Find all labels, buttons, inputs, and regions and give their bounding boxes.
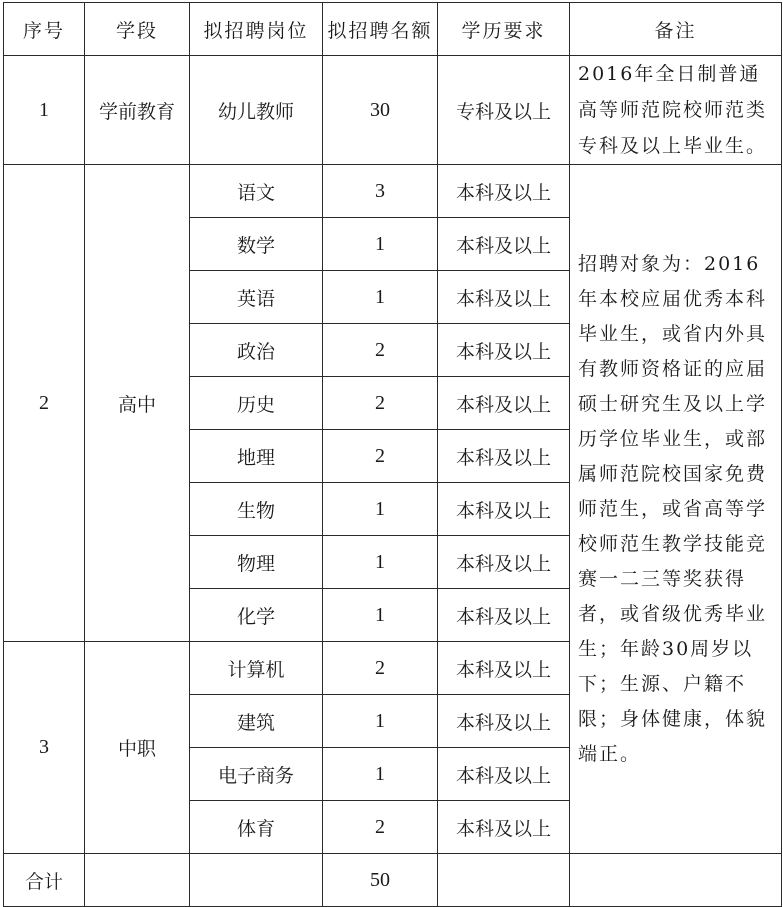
post-name: 物理	[190, 536, 323, 589]
post-edu: 本科及以上	[438, 430, 570, 483]
post-name: 英语	[190, 271, 323, 324]
post-count: 2	[323, 801, 438, 854]
total-empty	[570, 854, 782, 907]
post-edu: 本科及以上	[438, 165, 570, 218]
post-count: 2	[323, 642, 438, 695]
post-edu: 本科及以上	[438, 642, 570, 695]
post-name: 体育	[190, 801, 323, 854]
post-count: 1	[323, 483, 438, 536]
post-count: 1	[323, 589, 438, 642]
post-name: 生物	[190, 483, 323, 536]
total-row	[4, 854, 782, 907]
post-edu: 本科及以上	[438, 748, 570, 801]
post-name: 政治	[190, 324, 323, 377]
post-count: 1	[323, 748, 438, 801]
post-name: 建筑	[190, 695, 323, 748]
row-stage: 中职	[85, 642, 190, 854]
post-count: 1	[323, 695, 438, 748]
row-stage: 学前教育	[85, 56, 190, 165]
shared-note: 招聘对象为：2016年本校应届优秀本科毕业生，或省内外具有教师资格证的应届硕士研究生及以上学历学位毕业生，或部属师范院校国家免费师范生，或省高等学校师范生教学技能竞赛一二三等奖获得者，或省级优秀毕业生；年龄30周岁以下；生源、户籍不限；身体健康，体貌端正。	[570, 165, 782, 854]
post-name: 幼儿教师	[190, 56, 323, 165]
header-edu: 学历要求	[438, 3, 570, 56]
total-empty	[438, 854, 570, 907]
post-count: 1	[323, 536, 438, 589]
row-no: 3	[4, 642, 85, 854]
post-edu: 本科及以上	[438, 324, 570, 377]
recruitment-table	[3, 2, 782, 907]
post-edu: 本科及以上	[438, 695, 570, 748]
post-count: 1	[323, 271, 438, 324]
post-name: 电子商务	[190, 748, 323, 801]
header-note: 备注	[570, 3, 782, 56]
header-no: 序号	[4, 3, 85, 56]
header-row	[4, 3, 782, 56]
post-edu: 本科及以上	[438, 271, 570, 324]
post-count: 30	[323, 56, 438, 165]
post-edu: 本科及以上	[438, 536, 570, 589]
post-edu: 本科及以上	[438, 377, 570, 430]
total-empty	[190, 854, 323, 907]
post-count: 2	[323, 377, 438, 430]
row-note: 2016年全日制普通高等师范院校师范类专科及以上毕业生。	[570, 56, 782, 165]
header-count: 拟招聘名额	[323, 3, 438, 56]
row-stage: 高中	[85, 165, 190, 642]
row-no: 2	[4, 165, 85, 642]
post-name: 数学	[190, 218, 323, 271]
total-label: 合计	[4, 854, 85, 907]
header-post: 拟招聘岗位	[190, 3, 323, 56]
post-name: 化学	[190, 589, 323, 642]
post-edu: 本科及以上	[438, 218, 570, 271]
row-no: 1	[4, 56, 85, 165]
table-row	[4, 56, 782, 165]
table-row	[4, 165, 782, 218]
post-name: 计算机	[190, 642, 323, 695]
post-name: 地理	[190, 430, 323, 483]
post-count: 2	[323, 324, 438, 377]
total-count: 50	[323, 854, 438, 907]
post-count: 1	[323, 218, 438, 271]
post-edu: 本科及以上	[438, 589, 570, 642]
post-name: 语文	[190, 165, 323, 218]
post-edu: 本科及以上	[438, 801, 570, 854]
post-edu: 专科及以上	[438, 56, 570, 165]
post-count: 2	[323, 430, 438, 483]
header-stage: 学段	[85, 3, 190, 56]
post-name: 历史	[190, 377, 323, 430]
post-edu: 本科及以上	[438, 483, 570, 536]
total-empty	[85, 854, 190, 907]
post-count: 3	[323, 165, 438, 218]
